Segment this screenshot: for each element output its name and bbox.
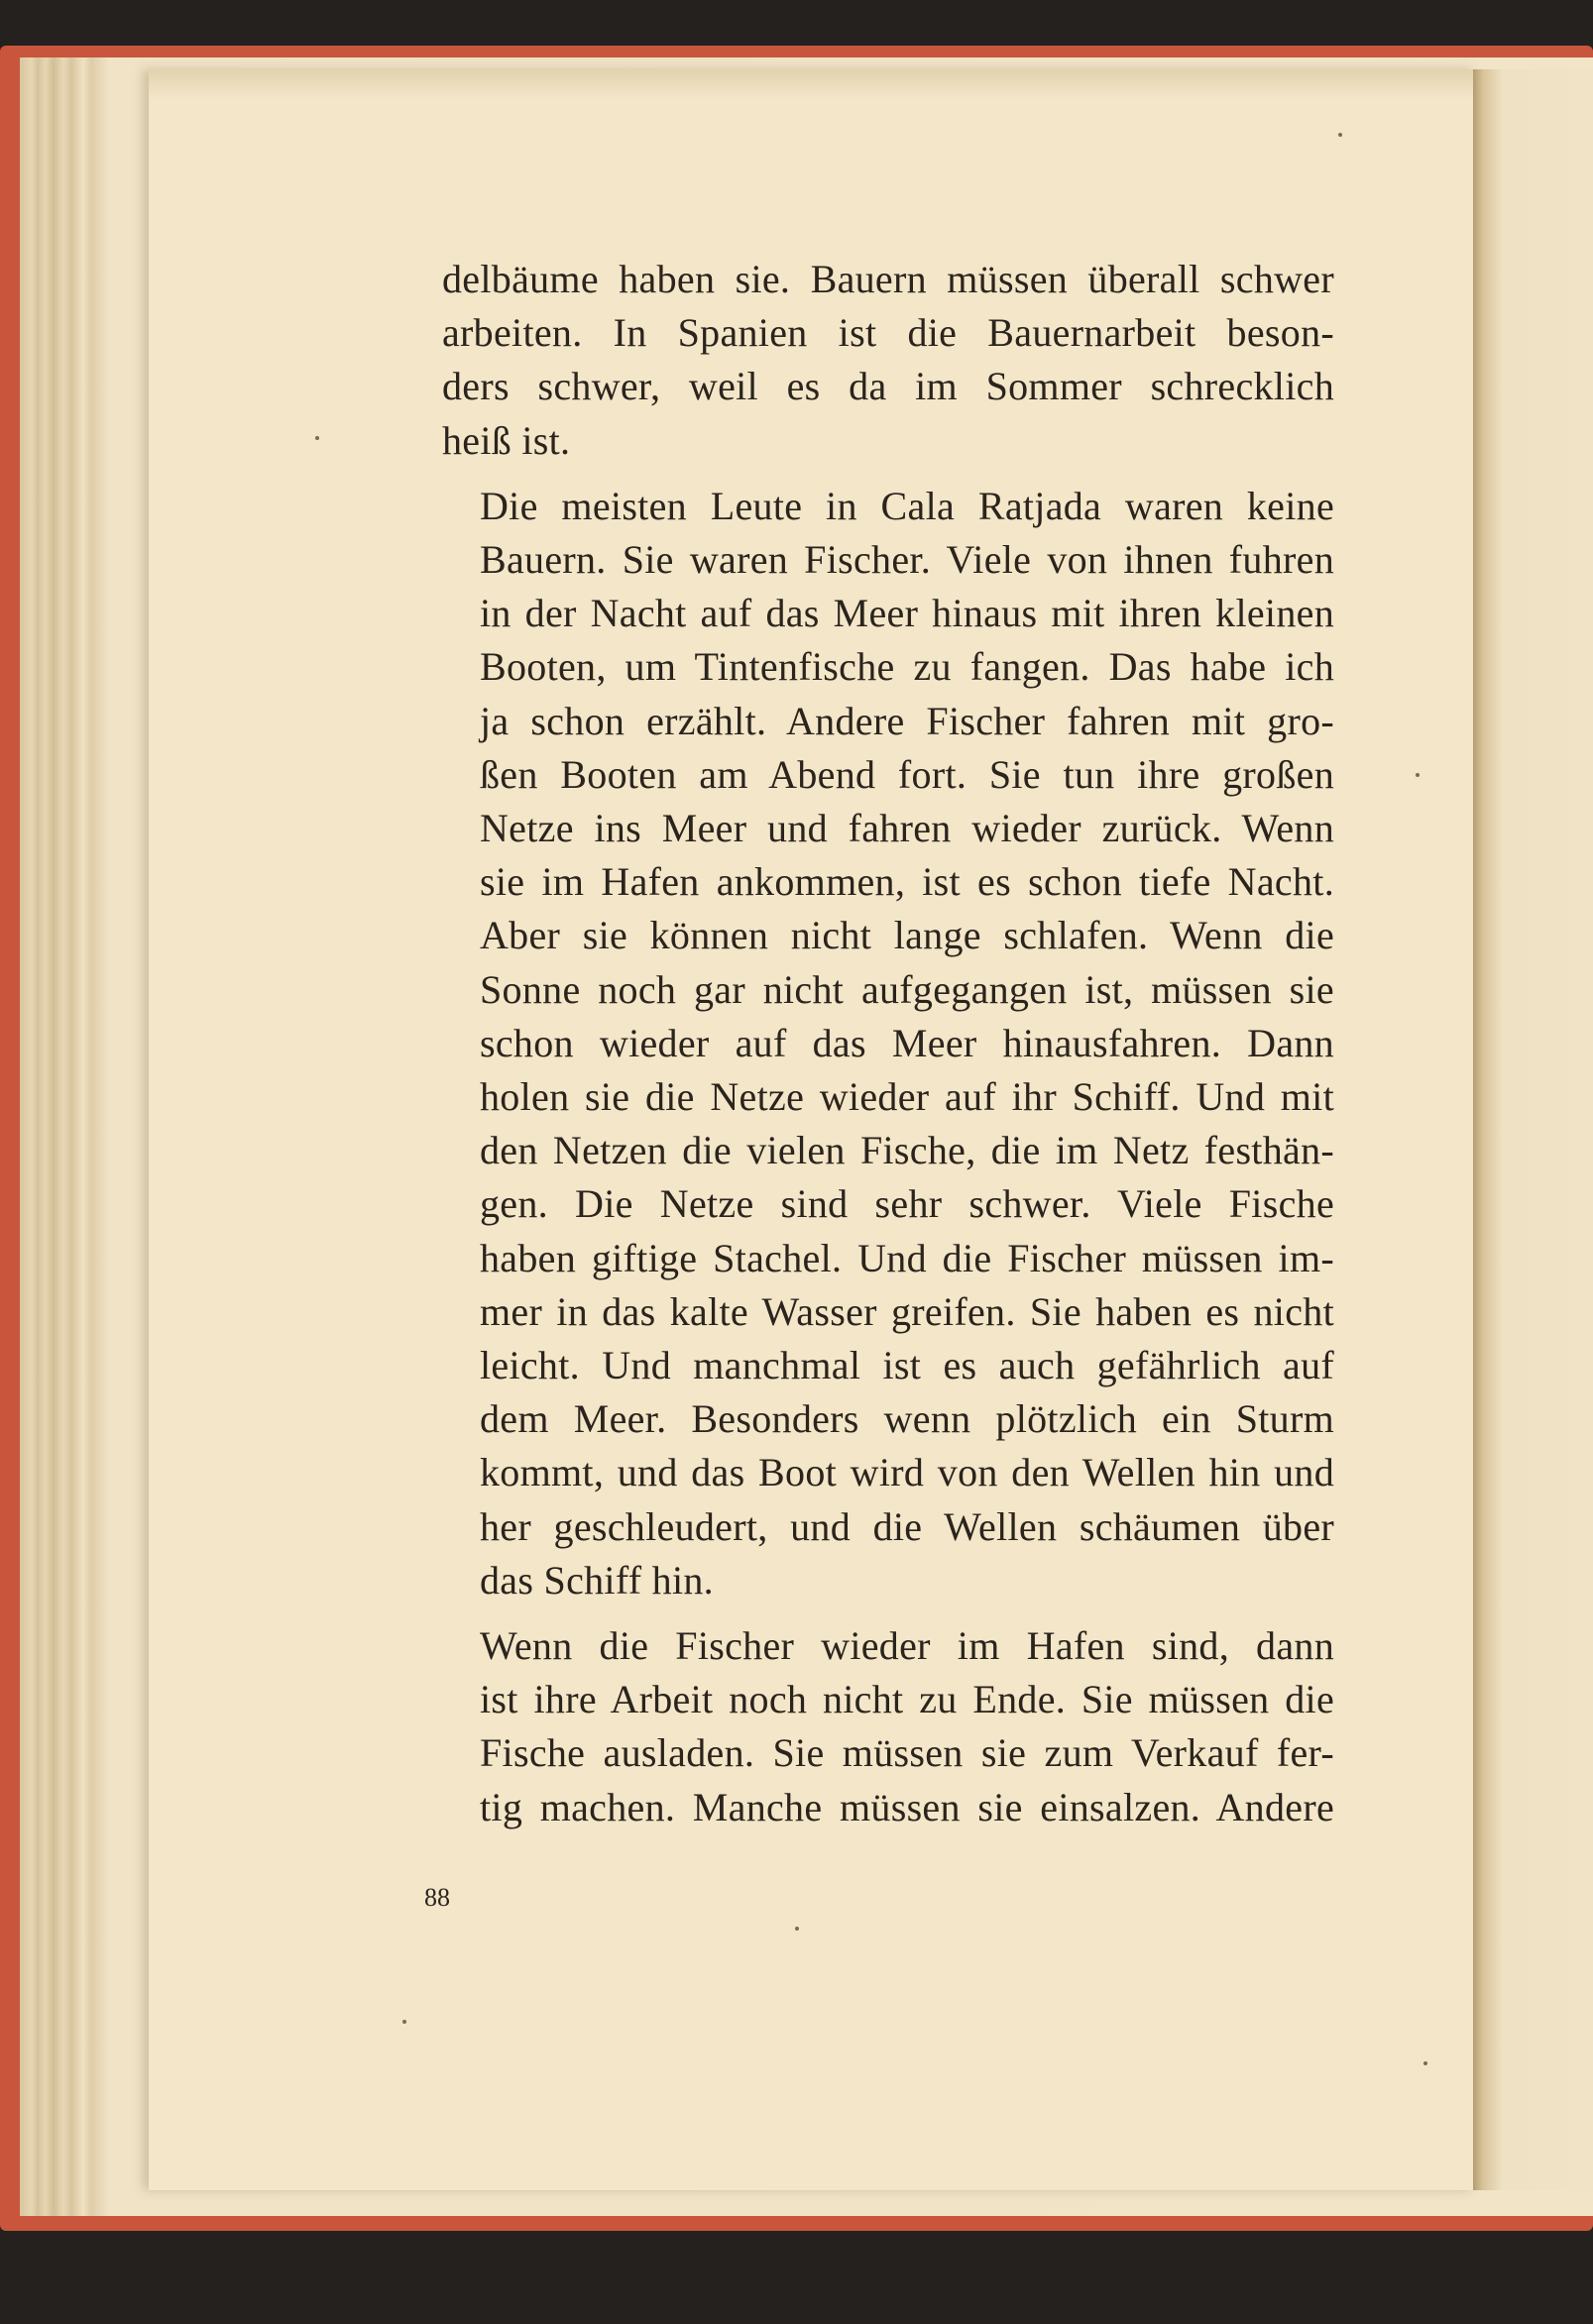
text-line: Bauern. Sie waren Fischer. Viele von ihnen fuhren xyxy=(480,537,1334,583)
text-line: mer in das kalte Wasser greifen. Sie haben es nicht xyxy=(480,1288,1334,1334)
paper-fleck xyxy=(1416,773,1420,777)
text-line: das Schiff hin. xyxy=(480,1557,714,1603)
paper-fleck xyxy=(315,436,319,440)
text-line: leicht. Und manchmal ist es auch gefährlich auf xyxy=(480,1343,1334,1388)
text-line: ders schwer, weil es da im Sommer schrecklich xyxy=(442,364,1334,409)
text-line: schon wieder auf das Meer hinausfahren. Dann xyxy=(480,1020,1334,1065)
text-line: ist ihre Arbeit noch nicht zu Ende. Sie müssen die xyxy=(480,1677,1334,1722)
page-number: 88 xyxy=(424,1883,450,1912)
text-line: Sonne noch gar nicht aufgegangen ist, müssen sie xyxy=(480,966,1334,1012)
text-line: heiß ist. xyxy=(442,417,571,463)
text-line: ja schon erzählt. Andere Fischer fahren mit gro- xyxy=(480,698,1334,743)
text-line: gen. Die Netze sind sehr schwer. Viele Fische xyxy=(480,1181,1334,1227)
text-line: haben giftige Stachel. Und die Fischer müssen im- xyxy=(480,1235,1334,1280)
paper-fleck xyxy=(1338,133,1342,137)
paragraph-1 xyxy=(442,253,1334,468)
text-line: holen sie die Netze wieder auf ihr Schiff. Und mit xyxy=(480,1074,1334,1120)
text-line: Die meisten Leute in Cala Ratjada waren keine xyxy=(480,483,1334,528)
text-line: her geschleudert, und die Wellen schäumen über xyxy=(480,1503,1334,1549)
text-line: Wenn die Fischer wieder im Hafen sind, dann xyxy=(480,1623,1334,1669)
paper-fleck xyxy=(1423,2061,1427,2065)
page-top-shadow xyxy=(149,69,1477,99)
page-text xyxy=(442,253,1334,1834)
paper-fleck xyxy=(795,1927,799,1931)
text-line: ßen Booten am Abend fort. Sie tun ihre großen xyxy=(480,751,1334,797)
text-line: in der Nacht auf das Meer hinaus mit ihren kleinen xyxy=(480,591,1334,636)
text-line: kommt, und das Boot wird von den Wellen hin und xyxy=(480,1450,1334,1495)
facing-page-edge xyxy=(1473,69,1593,2190)
text-line: sie im Hafen ankommen, ist es schon tiefe Nacht. xyxy=(480,859,1334,905)
text-line: dem Meer. Besonders wenn plötzlich ein Sturm xyxy=(480,1396,1334,1442)
text-line: tig machen. Manche müssen sie einsalzen. Andere xyxy=(480,1784,1334,1829)
paper-fleck xyxy=(402,2020,406,2024)
text-line: Aber sie können nicht lange schlafen. Wenn die xyxy=(480,913,1334,958)
text-line: delbäume haben sie. Bauern müssen überall schwer xyxy=(442,257,1334,301)
paragraph-3 xyxy=(442,1619,1334,1834)
paragraph-2 xyxy=(442,480,1334,1607)
text-line: den Netzen die vielen Fische, die im Netz festhän- xyxy=(480,1128,1334,1173)
text-line: Netze ins Meer und fahren wieder zurück. Wenn xyxy=(480,806,1334,851)
text-line: Booten, um Tintenfische zu fangen. Das habe ich xyxy=(480,644,1334,690)
text-line: arbeiten. In Spanien ist die Bauernarbeit beson- xyxy=(442,310,1334,356)
text-line: Fische ausladen. Sie müssen sie zum Verkauf fer- xyxy=(480,1730,1334,1776)
